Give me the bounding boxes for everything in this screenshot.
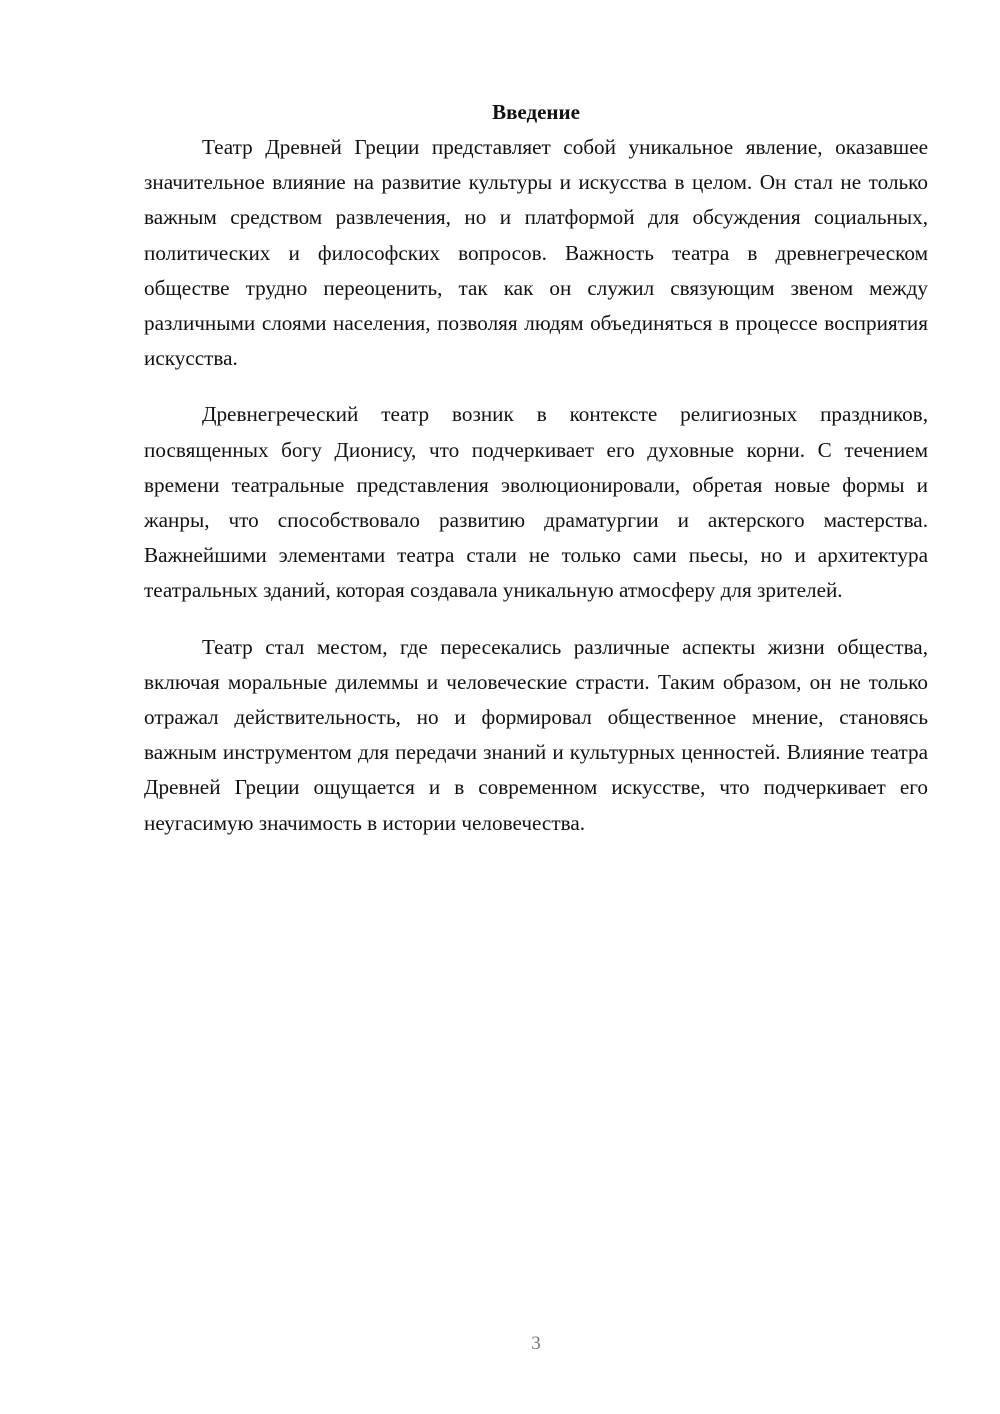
paragraph-3: Театр стал местом, где пересекались различные аспекты жизни общества, включая моральные дилеммы и человеческие страсти. Таким образом, он не только отражал действительность, но и формировал общественное мнение, становясь важным инструментом для передачи знаний и культурных ценностей. Влияние театра Древней Греции ощущается и в современном искусстве, что подчеркивает его неугасимую значимость в истории человечества. [144, 634, 928, 835]
paragraph-1: Театр Древней Греции представляет собой уникальное явление, оказавшее значительное влияние на развитие культуры и искусства в целом. Он стал не только важным средством развлечения, но и платформой для обсуждения социальных, политических и философских вопросов. Важность театра в древнегреческом обществе трудно переоценить, так как он служил связующим звеном между различными слоями населения, позволяя людям объединяться в процессе восприятия искусства. [144, 135, 928, 371]
paragraph-2: Древнегреческий театр возник в контексте религиозных праздников, посвященных богу Дионису, что подчеркивает его духовные корни. С течением времени театральные представления эволюционировали, обретая новые формы и жанры, что способствовало развитию драматургии и актерского мастерства. Важнейшими элементами театра стали не только сами пьесы, но и архитектура театральных зданий, которая создавала уникальную атмосферу для зрителей. [144, 402, 928, 603]
page-number: 3 [531, 1333, 541, 1354]
section-heading: Введение [492, 100, 580, 124]
page-content [144, 96, 928, 841]
